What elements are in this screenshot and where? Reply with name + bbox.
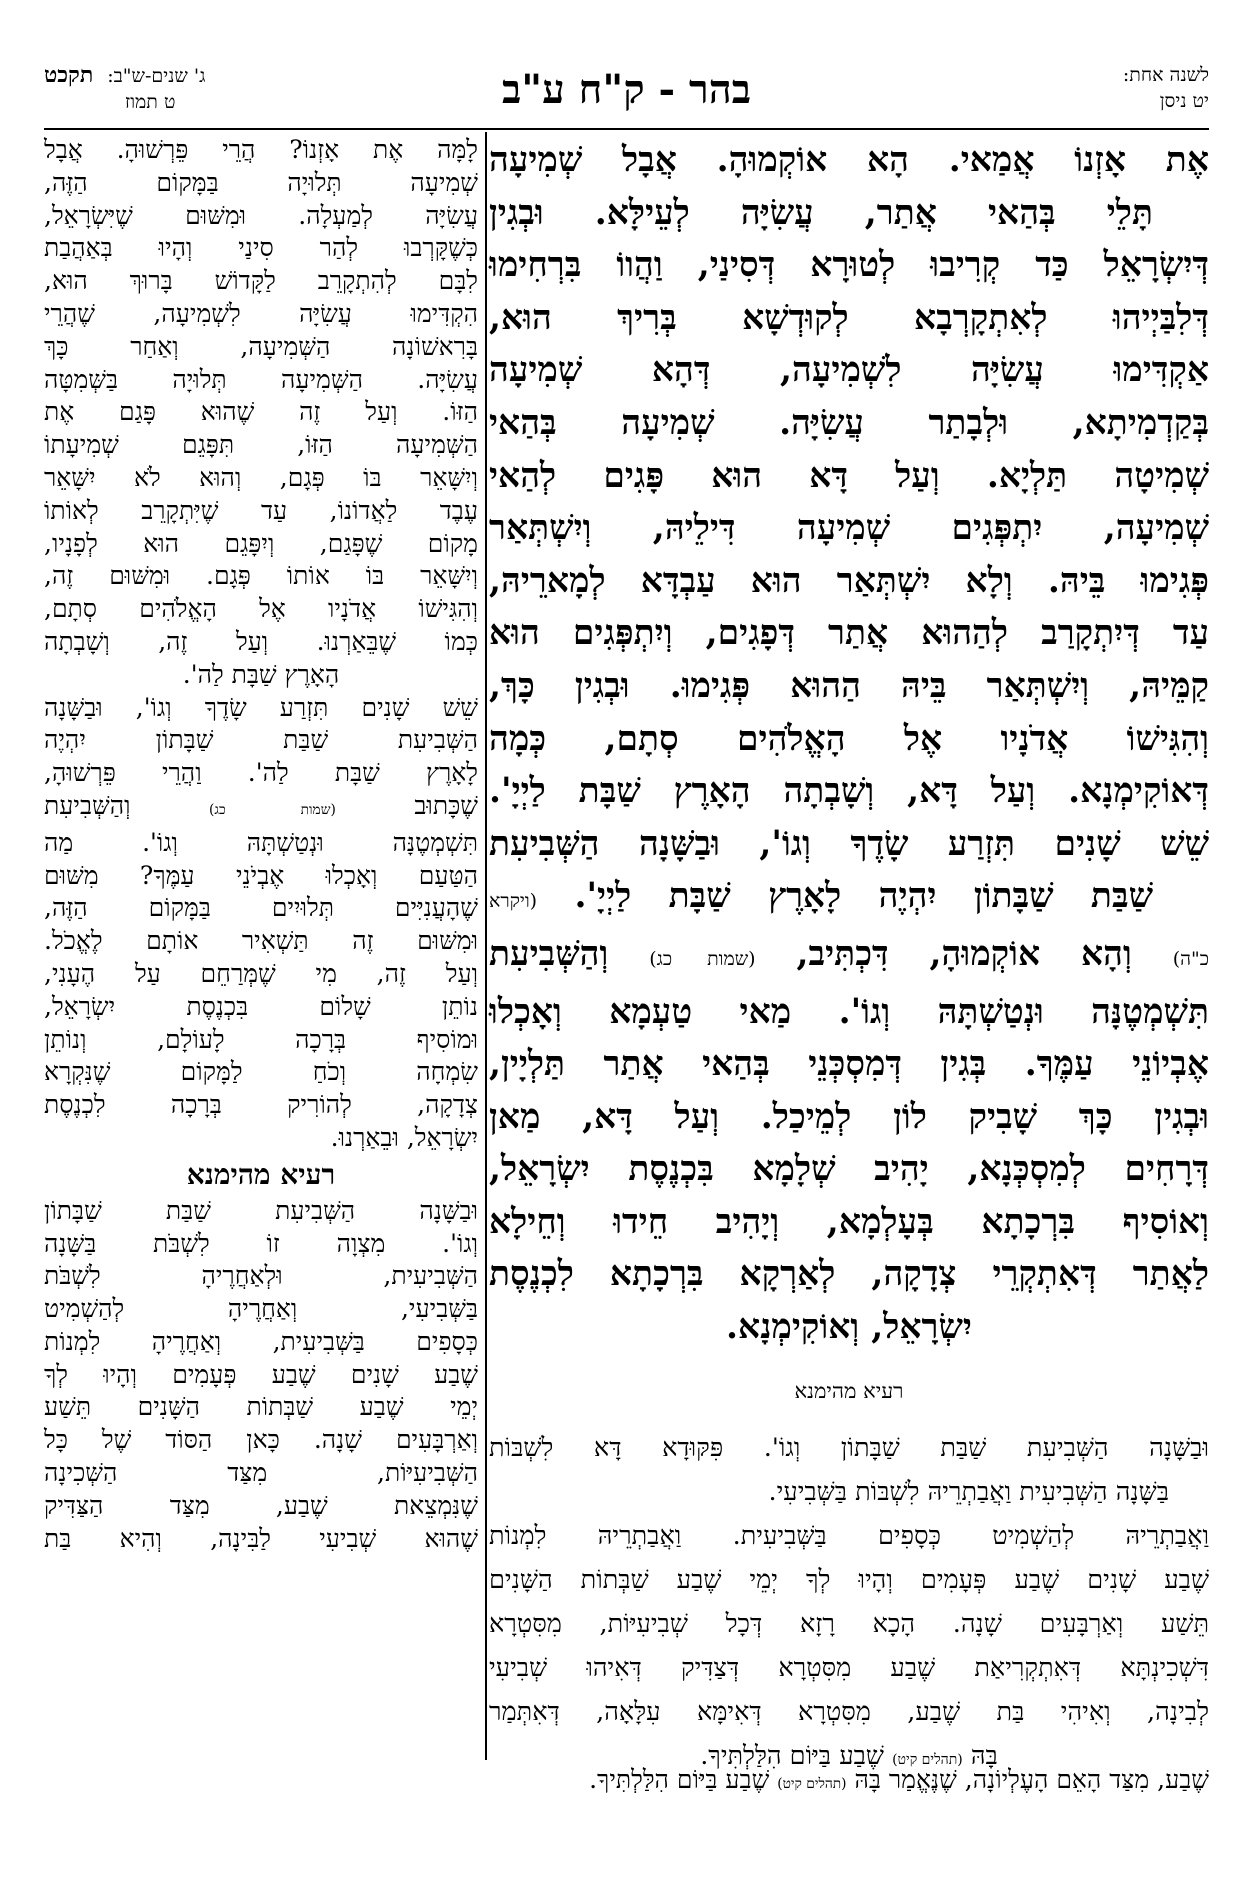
header-right-top: לשנה אחת: xyxy=(1122,64,1209,86)
main-line xyxy=(489,870,1209,928)
side-line: שֶׁהָעֲנִיִּים תְּלוּיִים בַּמָּקוֹם הַזֶּה, xyxy=(44,893,478,923)
bottom-text: שֶׁבַע, מִצַּד הָאֵם הָעֶלְיוֹנָה, שֶׁנֶּאֱמַר בָּהּ xyxy=(854,1765,1209,1794)
main-line: תָּלֵי בְּהַאי אֲתַר, עֲשִׂיָּה לְעֵילָּא. וּבְגִין xyxy=(489,192,1153,233)
side-line: הַזּוֹ. וְעַל זֶה שֶׁהוּא פָּגַם אֶת xyxy=(44,397,478,427)
side-line: עֲשִׂיָּה לְמַעְלָה. וּמִשּׁוּם שֶׁיִּשְׂרָאֵל, xyxy=(44,200,478,230)
side-line: שִׂמְחָה וְכֹחַ לַמָּקוֹם שֶׁנִּקְרָא xyxy=(44,1057,478,1087)
side-line: שְׁמִיעָה תְּלוּיָה בַּמָּקוֹם הַזֶּה, xyxy=(44,167,478,197)
main-line: לַאֲתַר דְּאִתְקְרֵי צְדָקָה, לְאַרְקָא בִּרְכָתָא לִכְנֶסֶת xyxy=(489,1254,1209,1295)
main-line: דְּלִבַּיְיהוּ לְאִתְקָרְבָא לְקוּדְשָׁא בְּרִיךְ הוּא, xyxy=(489,297,1209,338)
side-line xyxy=(44,790,478,827)
main-line: וּבְגִין כָּךְ שָׁבִיק לוֹן לְמֵיכַל. וְעַל דָּא, מַאן xyxy=(489,1096,1209,1137)
side-raya-line: וְגוֹ'. מִצְוָה זוֹ לִשְׁבֹּת בַּשָּׁנָה xyxy=(44,1228,478,1258)
raya-text: בָּהּ xyxy=(970,1740,998,1771)
side-raya-line: שֶׁנִּמְצֵאת שֶׁבַע, מִצַּד הַצַּדִּיק xyxy=(44,1490,478,1520)
side-line: עֲשִׂיָּה. הַשְּׁמִיעָה תְּלוּיָה בַּשְּׁמִטָּה xyxy=(44,364,478,394)
side-raya-line: הַשְּׁבִיעִיּוֹת, מִצַּד הַשְּׁכִינָה xyxy=(44,1458,478,1488)
citation: (ויקרא xyxy=(489,890,538,913)
side-line: וְהִגִּישׁוֹ אֲדֹנָיו אֶל הָאֱלֹהִים סְתָם, xyxy=(44,594,478,624)
side-line: צְדָקָה, לְהוֹרִיק בְּרָכָה לִכְנֶסֶת xyxy=(44,1090,478,1120)
translation-column xyxy=(44,134,478,1555)
main-line-text: וְהַשְּׁבִיעִת xyxy=(489,933,609,974)
side-line-text: וְהַשְּׁבִיעִת xyxy=(44,790,131,820)
raya-heading-main: רעיא מהימנא xyxy=(794,1378,904,1403)
main-line: פְּגִימוּ בֵּיהּ. וְלָא יִשְׁתְּאַר הוּא עַבְדָּא לְמָארֵיהּ, xyxy=(489,560,1209,601)
bottom-text: שֶׁבַע בַּיּוֹם הִלַּלְתִּיךָ. xyxy=(589,1765,770,1794)
side-raya-line: יְמֵי שֶׁבַע שַׁבְּתוֹת הַשָּׁנִים תֵּשַׁע xyxy=(44,1392,478,1422)
raya-line: לְבִינָה, וְאִיהִי בַּת שֶׁבַע, מִסִּטְרָא דְּאִימָּא עִלָּאָה, דְּאִתְּמַר xyxy=(489,1696,1209,1727)
main-line: דְּיִשְׂרָאֵל כַּד קְרִיבוּ לְטוּרָא דְּסִינַי, וַהֲווֹ בִּרְחִימוּ xyxy=(489,245,1209,286)
main-column xyxy=(489,134,1209,1782)
side-raya-line: הַשְּׁבִיעִית, וּלְאַחֲרֶיהָ לִשְׁבֹּת xyxy=(44,1261,478,1291)
side-raya-line: בַּשְּׁבִיעִי, וְאַחֲרֶיהָ לְהַשְׁמִיט xyxy=(44,1294,478,1324)
header-left xyxy=(44,62,205,115)
main-line: דְּרָחִים לְמִסְכְּנָא, יָהִיב שְׁלָמָא בִּכְנֶסֶת יִשְׂרָאֵל, xyxy=(489,1149,1209,1190)
side-line: הַשְּׁמִיעָה הַזּוֹ, תִּפָּגֵם שְׁמִיעָתוֹ xyxy=(44,430,478,460)
citation: (שמות כג) xyxy=(209,801,336,818)
side-line: וּמִשּׁוּם זֶה תַּשְׁאִיר אוֹתָם לֶאֱכֹל. xyxy=(44,926,478,956)
side-line: הַשְּׁבִיעִת שַׁבַּת שַׁבָּתוֹן יִהְיֶה xyxy=(44,725,478,755)
side-raya-line: וְאַרְבָּעִים שָׁנָה. כָּאן הַסּוֹד שֶׁל כָּל xyxy=(44,1425,478,1455)
main-line: בְּקַדְמִיתָא, וּלְבָתַר עֲשִׂיָּה. שְׁמִיעָה בְּהַאי xyxy=(489,402,1209,443)
side-line: מָקוֹם שֶׁפָּגַם, וְיִפָּגֵם הוּא לְפָנָיו, xyxy=(44,528,478,558)
header-title: בהר - ק"ח ע"ב xyxy=(502,66,751,113)
side-line-text: שֶׁכָּתוּב xyxy=(414,790,478,820)
side-raya-line: שֶׁהוּא שְׁבִיעִי לַבִּינָה, וְהִיא בַּת xyxy=(44,1523,478,1553)
header-left-top xyxy=(44,62,205,89)
main-line-text: שַׁבַּת שַׁבָּתוֹן יִהְיֶה לָאָרֶץ שַׁבָּת לַיְיָ'. xyxy=(574,876,1153,917)
raya-text: שֶׁבַע בַּיּוֹם הִלַּלְתִּיךָ. xyxy=(700,1740,884,1771)
main-line: אֶת אָזְנוֹ אֲמַאי. הָא אוֹקְמוּהָ. אֲבָל שְׁמִיעָה xyxy=(489,140,1209,180)
side-raya-line: כְּסָפִים בַּשְּׁבִיעִית, וְאַחֲרֶיהָ לִמְנוֹת xyxy=(44,1326,478,1356)
main-line: דְּאוֹקִימְנָא. וְעַל דָּא, וְשָׁבְתָה הָאָרֶץ שַׁבָּת לַיְיָ'. xyxy=(489,771,1209,812)
main-line: יִשְׂרָאֵל, וְאוֹקִימְנָא. xyxy=(726,1307,972,1348)
side-raya-line: וּבַשָּׁנָה הַשְּׁבִיעִת שַׁבַּת שַׁבָּתוֹן xyxy=(44,1195,478,1225)
side-line: וְיִשָּׁאֵר בּוֹ פְּגָם, וְהוּא לֹא יִשָּׁאֵר xyxy=(44,462,478,492)
main-line: אַקְדִּימוּ עֲשִׂיָּה לִשְׁמִיעָה, דְּהָא שְׁמִיעָה xyxy=(489,350,1209,391)
side-line: לָאָרֶץ שַׁבָּת לַה'. וַהֲרֵי פֵּרְשׁוּהָ, xyxy=(44,758,478,788)
raya-line: שֶׁבַע שָׁנִים שֶׁבַע פְּעָמִים וְהָיוּ לְךָ יְמֵי שֶׁבַע שַׁבְּתוֹת הַשָּׁנִים xyxy=(489,1564,1209,1595)
main-line: קַמֵּיהּ, וְיִשְׁתְּאַר בֵּיהּ הַהוּא פְּגִימוּ. וּבְגִין כָּךְ, xyxy=(489,665,1209,706)
side-line: יִשְׂרָאֵל, וּבֵאַרְנוּ. xyxy=(330,1122,478,1152)
side-line: לָמָּה אֶת אָזְנוֹ? הֲרֵי פֵּרְשׁוּהָ. אֲבָל xyxy=(44,135,478,164)
side-line: כְּשֶׁקָּרְבוּ לְהַר סִינַי וְהָיוּ בְּאַהֲבַת xyxy=(44,233,478,263)
side-line: כְּמוֹ שֶׁבֵּאַרְנוּ. וְעַל זֶה, וְשָׁבְתָה xyxy=(44,626,478,656)
main-line: תִּשְׁמְטֶנָּה וּנְטַשְׁתָּהּ וְגוֹ'. מַאי טַעְמָא וְאָכְלוּ xyxy=(489,991,1209,1032)
header-left-top-text: ג' שנים-ש"ב: xyxy=(107,65,206,87)
side-line: נוֹתֵן שָׁלוֹם בִּכְנֶסֶת יִשְׂרָאֵל, xyxy=(44,991,478,1021)
citation: (תהלים קיט) xyxy=(777,1776,847,1792)
side-line: וְיִשָּׁאֵר בּוֹ אוֹתוֹ פְּגָם. וּמִשּׁוּם זֶה, xyxy=(44,561,478,591)
side-line: הִקְדִּימוּ עֲשִׂיָּה לִשְׁמִיעָה, שֶׁהֲרֵי xyxy=(44,298,478,328)
main-line-text: וְהָא אוֹקְמוּהָ, דִּכְתִּיב, xyxy=(796,933,1132,974)
side-line: תִּשְׁמְטֶנָּה וּנְטַשְׁתָּהּ וְגוֹ'. מַה xyxy=(44,827,478,857)
main-line: אֶבְיוֹנֵי עַמֶּךָ. בְּגִין דְּמִסְכְּנֵי בְּהַאי אֲתַר תַּלְיָין, xyxy=(489,1044,1209,1085)
side-line: וְעַל זֶה, מִי שֶׁמְּרַחֵם עַל הֶעָנִי, xyxy=(44,958,478,988)
raya-heading-side: רעיא מהימנא xyxy=(186,1157,336,1191)
side-line: עֶבֶד לַאֲדוֹנוֹ, עַד שֶׁיִּתְקָרֵב לְאוֹתוֹ xyxy=(44,495,478,525)
main-line: וְאוֹסִיף בִּרְכָתָא בְּעָלְמָא, וְיָהִיב חֵידוּ וְחֵילָא xyxy=(489,1201,1209,1242)
raya-line: דִּשְׁכִינְתָּא דְּאִתְקְרִיאַת שֶׁבַע מִסִּטְרָא דְּצַדִּיק דְּאִיהוּ שְׁבִיעִי xyxy=(489,1652,1209,1683)
main-line xyxy=(489,928,1209,986)
header-right-bottom: יט ניסן xyxy=(1159,90,1209,112)
citation: (שמות כג) xyxy=(649,947,756,970)
main-line: שְׁמִיטָה תַּלְיָא. וְעַל דָּא הוּא פָּגִים לְהַאי xyxy=(489,455,1209,496)
main-line: וְהִגִּישׁוֹ אֲדֹנָיו אֶל הָאֱלֹהִים סְתָם, כְּמָה xyxy=(489,718,1209,759)
citation: (תהלים קיט) xyxy=(892,1751,963,1768)
side-line: הַטַּעַם וְאָכְלוּ אֶבְיֹנֵי עַמֶּךָ? מִשּׁוּם xyxy=(44,860,478,890)
side-line: שֵׁשׁ שָׁנִים תִּזְרַע שָׂדֶךָ וְגוֹ', וּבַשָּׁנָה xyxy=(44,692,478,722)
page-header xyxy=(44,62,1209,130)
column-divider xyxy=(485,132,487,1760)
raya-line: תֵּשַׁע וְאַרְבָּעִים שָׁנָה. הָכָא רָזָא דְּכָל שְׁבִיעִיּוֹת, מִסִּטְרָא xyxy=(489,1608,1209,1639)
side-line: לִבָּם לְהִתְקָרֵב לַקָּדוֹשׁ בָּרוּךְ הוּא, xyxy=(44,266,478,296)
side-line: וּמוֹסִיף בְּרָכָה לָעוֹלָם, וְנוֹתֵן xyxy=(44,1024,478,1054)
main-line: עַד דְּיִתְקָרַב לְהַהוּא אֲתַר דְּפָגִים, וְיִתְפְּגִים הוּא xyxy=(489,613,1209,654)
citation: כ"ה) xyxy=(1172,947,1210,970)
side-line: הָאָרֶץ שַׁבָּת לַה'. xyxy=(182,659,340,689)
raya-line: בַּשָּׁנָה הַשְּׁבִיעִית וַאֲבַתְרֵיהּ לִשְׁבּוֹת בַּשְּׁבִיעִי. xyxy=(768,1476,1169,1507)
side-raya-line: שֶׁבַע שָׁנִים שֶׁבַע פְּעָמִים וְהָיוּ לְךָ xyxy=(44,1359,478,1389)
side-line: בָּרִאשׁוֹנָה הַשְּׁמִיעָה, וְאַחַר כָּךְ xyxy=(44,331,478,361)
raya-line: וַאֲבַתְרֵיהּ לְהַשְׁמִיט כְּסָפִים בַּשְּׁבִיעִית. וַאֲבַתְרֵיהּ לִמְנוֹת xyxy=(489,1520,1209,1551)
raya-line: וּבַשָּׁנָה הַשְּׁבִיעִת שַׁבַּת שַׁבָּתוֹן וְגוֹ'. פִּקּוּדָא דָּא לִשְׁבּוֹת xyxy=(489,1432,1209,1463)
main-line: שֵׁשׁ שָׁנִים תִּזְרַע שָׂדֶךָ וְגוֹ', וּבַשָּׁנָה הַשְּׁבִיעִת xyxy=(489,823,1209,864)
header-left-bottom: ט תמוז xyxy=(124,91,176,113)
main-line: שְׁמִיעָה, יִתְפְּגִים שְׁמִיעָה דִּילֵיהּ, וְיִשְׁתְּאַר xyxy=(489,508,1209,549)
page-number: תקכט xyxy=(44,62,94,88)
bottom-continuation xyxy=(44,1762,1209,1802)
